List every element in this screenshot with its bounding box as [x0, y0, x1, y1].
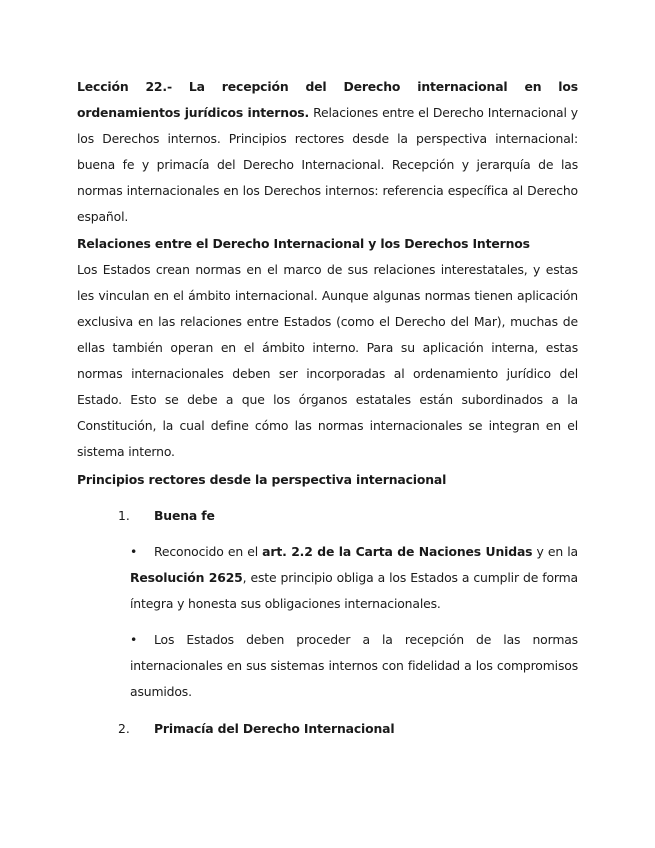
lesson-intro [77, 74, 578, 230]
section-heading-principios: Principios rectores desde la perspectiva internacional [77, 472, 447, 487]
list-number-2: 2. [118, 721, 130, 736]
section-body-relaciones: Los Estados crean normas en el marco de sus relaciones interestatales, y estas les vinculan en el ámbito internacional. Aunque algunas normas tienen aplicación exclusiva en las relaciones entre Estados (como el Derecho del Mar), muchas de ellas también operan en el ámbito interno. Para su aplicación interna, estas normas internacionales deben ser incorporadas al ordenamiento jurídico del Estado. Esto se debe a que los órganos estatales están subordinados a la Constitución, la cual define cómo las normas internacionales se integran en el sistema interno. [77, 262, 578, 459]
reference-resolucion: Resolución 2625 [130, 570, 243, 585]
lesson-summary: Relaciones entre el Derecho Internacional y los Derechos internos. Principios rectores desde la perspectiva internacional: buena fe y primacía del Derecho Internacional. Recepción y jerarquía de las normas internacionales en los Derechos internos: referencia específica al Derecho español. [77, 105, 578, 224]
bullet-marker: • [130, 632, 138, 647]
lesson-title: Lección 22.- La recepción del Derecho internacional en los ordenamientos jurídicos internos. [77, 79, 578, 120]
section-heading-relaciones: Relaciones entre el Derecho Internacional y los Derechos Internos [77, 236, 530, 251]
reference-carta: art. 2.2 de la Carta de Naciones Unidas [262, 544, 533, 559]
list-title-primacia: Primacía del Derecho Internacional [154, 721, 395, 736]
bullet-item-carta: • Reconocido en el art. 2.2 de la Carta de Naciones Unidas y en la Resolución 2625, este principio obliga a los Estados a cumplir de forma íntegra y honesta sus obligaciones internacionales. [130, 539, 578, 617]
bullet-marker: • [130, 544, 138, 559]
bullet-item-recepcion: • Los Estados deben proceder a la recepción de las normas internacionales en sus sistemas internos con fidelidad a los compromisos asumidos. [130, 627, 578, 705]
list-title-buena-fe: Buena fe [154, 508, 215, 523]
list-number-1: 1. [118, 508, 130, 523]
